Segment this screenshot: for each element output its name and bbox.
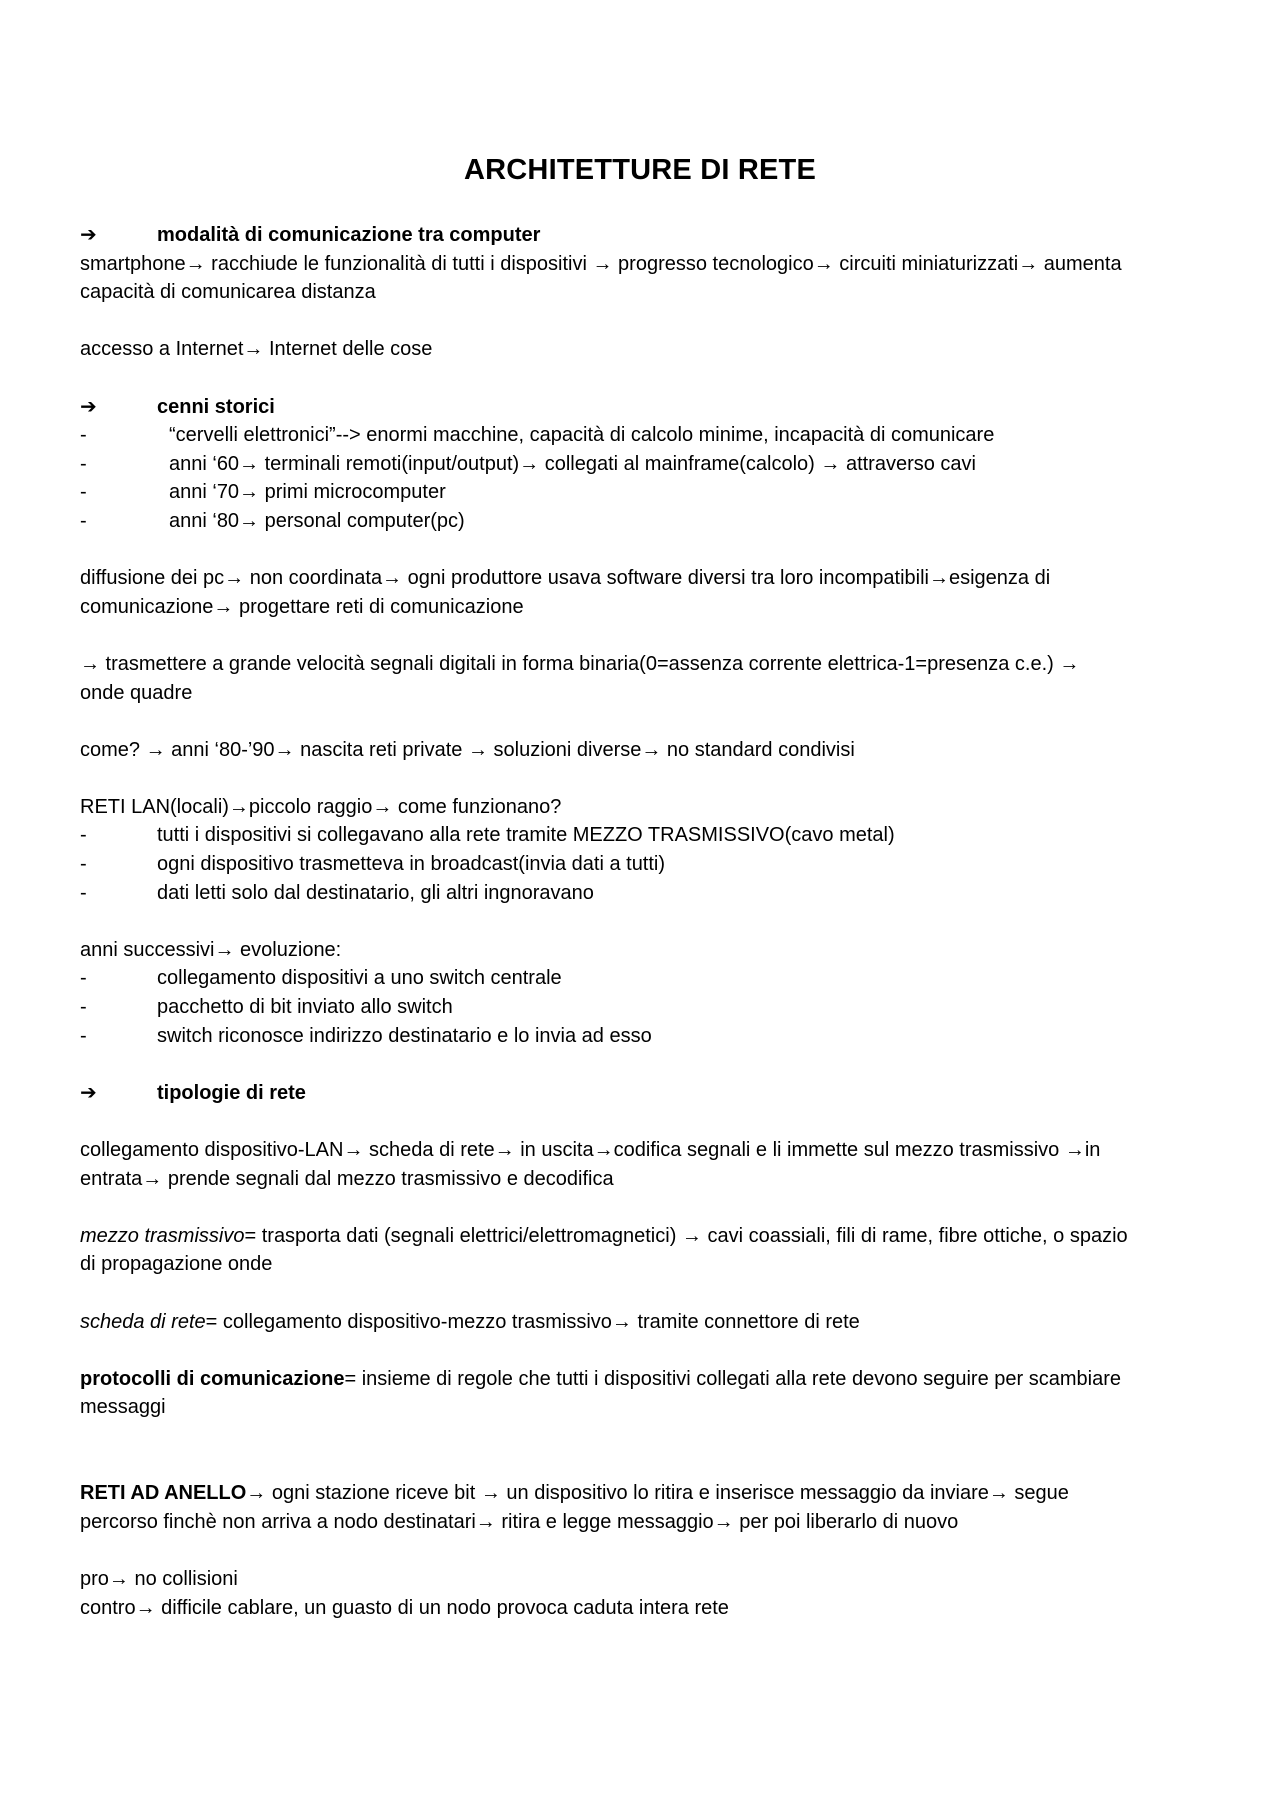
definition-term: scheda di rete: [80, 1310, 206, 1333]
list-item: [80, 821, 1230, 850]
dash-bullet: -: [80, 481, 87, 504]
paragraph-line: percorso finchè non arriva a nodo destinatari→ ritira e legge messaggio→ per poi liberarlo di nuovo: [80, 1510, 959, 1533]
paragraph-line: diffusione dei pc→ non coordinata→ ogni produttore usava software diversi tra loro incompatibili→esigenza di: [80, 567, 1051, 590]
section-heading-comunicazione: [80, 221, 1230, 250]
definition-scheda: [80, 1308, 1230, 1337]
paragraph-line: onde quadre: [80, 681, 193, 704]
arrow-bullet-icon: ➔: [80, 395, 97, 418]
definition-term: protocolli di comunicazione: [80, 1367, 345, 1390]
list-item-text: dati letti solo dal destinatario, gli altri ingnoravano: [157, 881, 594, 904]
list-item: [80, 450, 1230, 479]
dash-bullet: -: [80, 424, 87, 447]
dash-bullet: -: [80, 967, 87, 990]
paragraph-line: accesso a Internet→ Internet delle cose: [80, 338, 433, 361]
list-item: [80, 850, 1230, 879]
list-item-text: anni ‘80→ personal computer(pc): [169, 509, 465, 532]
paragraph-line: messaggi: [80, 1396, 166, 1419]
list-item-text: switch riconosce indirizzo destinatario e lo invia ad esso: [157, 1024, 652, 1047]
arrow-bullet-icon: ➔: [80, 224, 97, 246]
document-body: [80, 221, 1230, 1622]
dash-bullet: -: [80, 1024, 87, 1047]
dash-bullet: -: [80, 996, 87, 1019]
list-item-text: tutti i dispositivi si collegavano alla rete tramite MEZZO TRASMISSIVO(cavo metal): [157, 824, 895, 847]
list-item: [80, 1022, 1230, 1051]
dash-bullet: -: [80, 452, 87, 475]
page-title: ARCHITETTURE DI RETE: [464, 154, 816, 186]
list-item-text: anni ‘60→ terminali remoti(input/output)→ collegati al mainframe(calcolo) → attraverso cavi: [169, 452, 976, 475]
section-heading-tipologie: [80, 1079, 1230, 1108]
definition-protocolli: [80, 1365, 1230, 1394]
list-item-text: pacchetto di bit inviato allo switch: [157, 996, 453, 1019]
dash-bullet: -: [80, 509, 87, 532]
list-item: [80, 879, 1230, 908]
section-heading-text: cenni storici: [157, 395, 275, 418]
definition-term: RETI AD ANELLO: [80, 1482, 247, 1505]
paragraph-line: come? → anni ‘80-’90→ nascita reti private → soluzioni diverse→ no standard condivisi: [80, 738, 855, 761]
definition-text: = insieme di regole che tutti i dispositivi collegati alla rete devono seguire per scambiare: [344, 1367, 1121, 1390]
list-item: [80, 478, 1230, 507]
arrow-bullet-icon: ➔: [80, 1081, 97, 1104]
definition-term: mezzo trasmissivo: [80, 1224, 245, 1247]
dash-bullet: -: [80, 853, 87, 876]
paragraph-line: anni successivi→ evoluzione:: [80, 938, 342, 961]
paragraph-line: → trasmettere a grande velocità segnali digitali in forma binaria(0=assenza corrente elettrica-1=presenza c.e.) →: [80, 652, 1080, 675]
dash-bullet: -: [80, 881, 87, 904]
paragraph-line: smartphone→ racchiude le funzionalità di tutti i dispositivi → progresso tecnologico→ circuiti miniaturizzati→ aumenta: [80, 252, 1122, 275]
paragraph-line: capacità di comunicarea distanza: [80, 281, 376, 304]
paragraph-line: collegamento dispositivo-LAN→ scheda di rete→ in uscita→codifica segnali e li immette sul mezzo trasmissivo →in: [80, 1139, 1101, 1161]
section-heading-text: tipologie di rete: [157, 1081, 306, 1104]
section-heading-cenni-storici: [80, 393, 1230, 422]
pro-line: pro→ no collisioni: [80, 1567, 238, 1590]
contro-line: contro→ difficile cablare, un guasto di un nodo provoca caduta intera rete: [80, 1596, 729, 1619]
paragraph-line: comunicazione→ progettare reti di comunicazione: [80, 595, 524, 618]
list-item-text: collegamento dispositivi a uno switch centrale: [157, 967, 562, 990]
definition-mezzo: [80, 1222, 1230, 1251]
paragraph-line: RETI LAN(locali)→piccolo raggio→ come funzionano?: [80, 795, 562, 818]
definition-text: = collegamento dispositivo-mezzo trasmissivo→ tramite connettore di rete: [205, 1310, 860, 1333]
paragraph-line: di propagazione onde: [80, 1253, 273, 1276]
definition-reti-anello: [80, 1479, 1230, 1508]
list-item: [80, 421, 1230, 450]
paragraph-line: entrata→ prende segnali dal mezzo trasmissivo e decodifica: [80, 1167, 614, 1190]
section-heading-text: modalità di comunicazione tra computer: [157, 224, 541, 246]
list-item: [80, 964, 1230, 993]
list-item: [80, 993, 1230, 1022]
list-item-text: anni ‘70→ primi microcomputer: [169, 481, 446, 504]
definition-text: = trasporta dati (segnali elettrici/elettromagnetici) → cavi coassiali, fili di rame, fibre ottiche, o spazio: [244, 1224, 1128, 1247]
definition-text: → ogni stazione riceve bit → un dispositivo lo ritira e inserisce messaggio da inviare→ segue: [246, 1482, 1069, 1505]
list-item-text: ogni dispositivo trasmetteva in broadcast(invia dati a tutti): [157, 853, 666, 876]
dash-bullet: -: [80, 824, 87, 847]
list-item: [80, 507, 1230, 536]
list-item-text: “cervelli elettronici”--> enormi macchine, capacità di calcolo minime, incapacità di comunicare: [169, 424, 995, 447]
